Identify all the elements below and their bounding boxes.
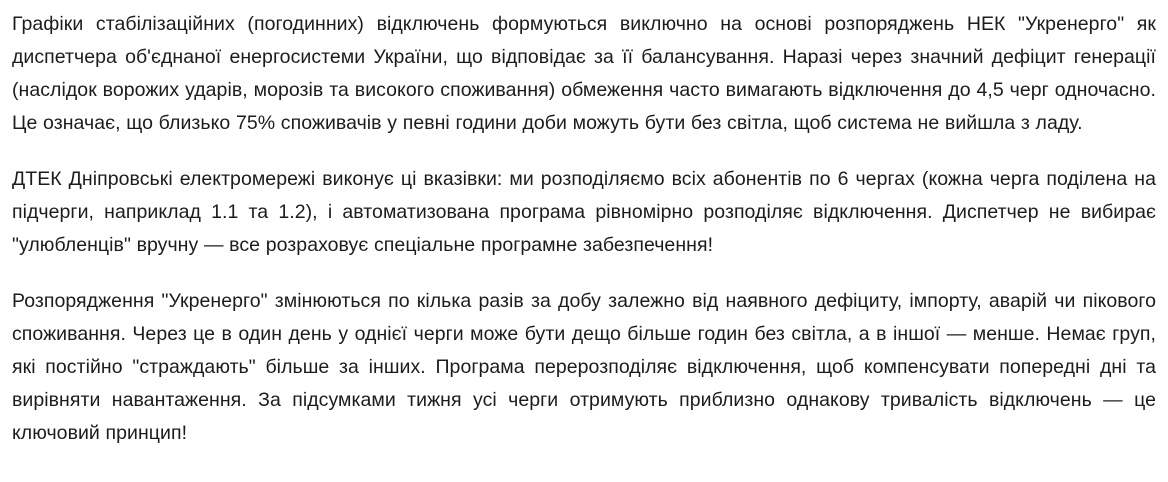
paragraph-1: Графіки стабілізаційних (погодинних) відключень формуються виключно на основі розпоряджень НЕК "Укренерго" як диспетчера об'єднаної енергосистеми України, що відповідає за її балансування. Наразі через значний дефіцит генерації (наслідок ворожих ударів, морозів та високого споживання) обмеження часто вимагають відключення до 4,5 черг одночасно. Це означає, що близько 75% споживачів у певні години доби можуть бути без світла, щоб система не вийшла з ладу. bbox=[12, 13, 1156, 134]
paragraph-3: Розпорядження "Укренерго" змінюються по кілька разів за добу залежно від наявного дефіциту, імпорту, аварій чи пікового споживання. Через це в один день у однієї черги може бути дещо більше годин без світла, а в іншої — менше. Немає груп, які постійно "страждають" більше за інших. Програма перерозподіляє відключення, щоб компенсувати попередні дні та вирівняти навантаження. За підсумками тижня усі черги отримують приблизно однакову тривалість відключень — це ключовий принцип! bbox=[12, 290, 1156, 444]
paragraph-2: ДТЕК Дніпровські електромережі виконує ці вказівки: ми розподіляємо всіх абонентів по 6 чергах (кожна черга поділена на підчерги, наприклад 1.1 та 1.2), і автоматизована програма рівномірно розподіляє відключення. Диспетчер не вибирає "улюбленців" вручну — все розраховує спеціальне програмне забезпечення! bbox=[12, 168, 1156, 256]
